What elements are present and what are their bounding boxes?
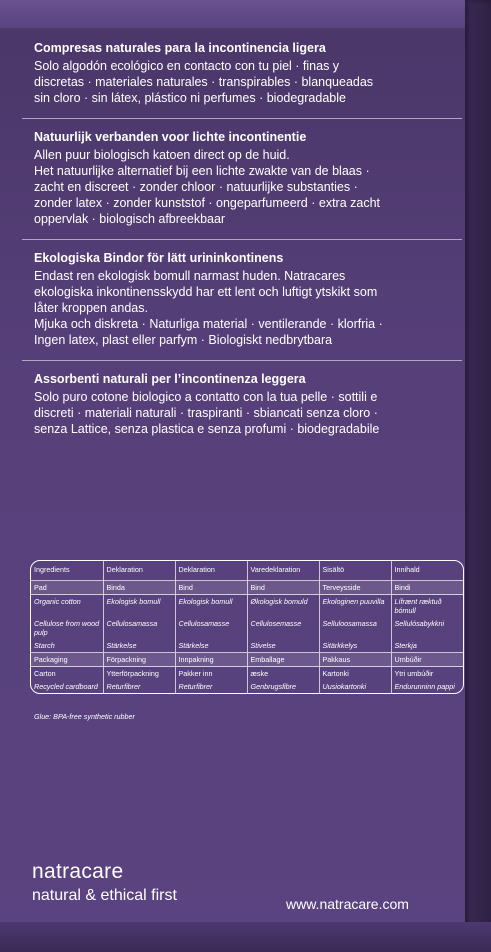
table-cell: Kartonki — [319, 667, 391, 681]
table-cell: Returfibrer — [175, 680, 247, 693]
table-cell: Pad — [31, 581, 103, 595]
table-row — [31, 595, 463, 618]
table-cell: Förpackning — [103, 653, 175, 667]
table-cell: Stärkelse — [103, 639, 175, 653]
brand-tagline: natural & ethical first — [32, 887, 177, 904]
section-spanish — [22, 34, 462, 114]
section-line: discreti · materiali naturali · traspiranti · sbiancati senza cloro · — [34, 406, 378, 420]
section-line: senza Lattice, senza plastica e senza profumi · biodegradabile — [34, 422, 380, 436]
table-cell: Umbúðir — [391, 653, 463, 667]
table-header-cell: Deklaration — [103, 561, 175, 581]
table-row-packaging — [31, 653, 463, 667]
box-side-panel — [465, 0, 491, 952]
section-title: Compresas naturales para la incontinencia ligera — [34, 41, 326, 55]
section-line: Ingen latex, plast eller parfym · Biologiskt nedbrytbara — [34, 333, 333, 347]
website-url: www.natracare.com — [286, 896, 409, 912]
section-italian — [22, 365, 462, 445]
table-cell: Emballage — [247, 653, 319, 667]
divider — [22, 239, 462, 240]
box-top-flap — [0, 0, 491, 29]
divider — [22, 360, 462, 361]
table-header-cell: Sisältö — [319, 561, 391, 581]
description-panel — [22, 34, 462, 445]
table-cell: Ekologisk bomull — [103, 595, 175, 618]
table-cell: Pakkaus — [319, 653, 391, 667]
table-cell: Ekologinen puuvilla — [319, 595, 391, 618]
table-cell: Lífrænt ræktuð bómull — [394, 597, 442, 615]
table-cell: Packaging — [31, 653, 103, 667]
table-header-cell: Deklaration — [175, 561, 247, 581]
table-row — [31, 667, 463, 681]
table-cell: Stärkelse — [175, 639, 247, 653]
table-cell: Cellulose from wood pulp — [31, 617, 103, 639]
table-cell: Uusiokartonki — [319, 680, 391, 693]
table-cell: Sterkja — [394, 641, 417, 650]
table-row-pad — [31, 581, 463, 595]
table-cell: Pakker inn — [175, 667, 247, 681]
table-cell: Starch — [31, 639, 103, 653]
section-line: zacht en discreet · zonder chloor · natuurlijke substanties · — [34, 180, 358, 194]
table-cell: Bind — [247, 581, 319, 595]
section-title: Natuurlijk verbanden voor lichte incontinentie — [34, 130, 307, 144]
table-cell: Selluloosamassa — [319, 617, 391, 639]
table-cell: Recycled cardboard — [31, 680, 103, 693]
brand-block — [32, 860, 177, 906]
table-header-cell: Innihald — [391, 561, 463, 581]
divider — [22, 118, 462, 119]
table-cell: Carton — [31, 667, 103, 681]
table-cell: Genbrugsfibre — [247, 680, 319, 693]
section-line: låter kroppen andas. — [34, 301, 148, 315]
table-cell: Endurunninn pappi — [394, 682, 455, 691]
table-cell: Ytterförpackning — [103, 667, 175, 681]
table-cell: Bind — [175, 581, 247, 595]
table-cell: Sitärkkelys — [319, 639, 391, 653]
table-cell: Innpakning — [175, 653, 247, 667]
section-title: Ekologiska Bindor för lätt urininkontinens — [34, 251, 284, 265]
table-cell: Organic cotton — [31, 595, 103, 618]
table-row — [31, 639, 463, 653]
glue-note: Glue: BPA-free synthetic rubber — [34, 712, 135, 721]
section-line: sin cloro · sin látex, plástico ni perfumes · biodegradable — [34, 91, 346, 105]
table-cell: Binda — [103, 581, 175, 595]
table-row — [31, 680, 463, 693]
table-cell: Cellulosamasse — [175, 617, 247, 639]
table-cell: Returfibrer — [103, 680, 175, 693]
section-line: Mjuka och diskreta · Naturliga material · ventilerande · klorfria · — [34, 317, 383, 331]
section-line: zonder latex · zonder kunststof · ongeparfumeerd · extra zacht — [34, 196, 381, 210]
table-cell: Stivelse — [247, 639, 319, 653]
table-cell: Bindi — [391, 581, 463, 595]
ingredients-table — [30, 560, 464, 694]
table-cell: Sellulósabykkni — [394, 619, 445, 628]
table-cell: Økologisk bomuld — [247, 595, 319, 618]
section-line: Allen puur biologisch katoen direct op de huid. — [34, 148, 290, 162]
section-title: Assorbenti naturali per l’incontinenza leggera — [34, 372, 306, 386]
section-line: oppervlak · biologisch afbreekbaar — [34, 212, 226, 226]
table-row — [31, 617, 463, 639]
table-cell: Cellulosamassa — [103, 617, 175, 639]
table-cell: Ytri umbúðir — [394, 669, 434, 678]
section-line: Solo algodón ecológico en contacto con tu piel · finas y — [34, 59, 340, 73]
section-line: discretas · materiales naturales · transpirables · blanqueadas — [34, 75, 374, 89]
table-header-row — [31, 561, 463, 581]
table-header-cell: Varedeklaration — [247, 561, 319, 581]
table-cell: Cellulosemasse — [247, 617, 319, 639]
section-dutch — [22, 123, 462, 235]
section-line: ekologiska inkontinensskydd har ett lent och luftigt ytskikt som — [34, 285, 378, 299]
section-line: Endast ren ekologisk bomull narmast huden. Natracares — [34, 269, 346, 283]
section-line: Solo puro cotone biologico a contatto con la tua pelle · sottili e — [34, 390, 378, 404]
section-swedish — [22, 244, 462, 356]
table-cell: Terveysside — [319, 581, 391, 595]
box-bottom-flap — [0, 922, 491, 952]
table-header-cell: Ingredients — [31, 561, 103, 581]
table-cell: æske — [247, 667, 319, 681]
brand-logo: natracare — [32, 860, 124, 883]
section-line: Het natuurlijke alternatief bij een lichte zwakte van de blaas · — [34, 164, 370, 178]
table-cell: Ekologisk bomull — [175, 595, 247, 618]
